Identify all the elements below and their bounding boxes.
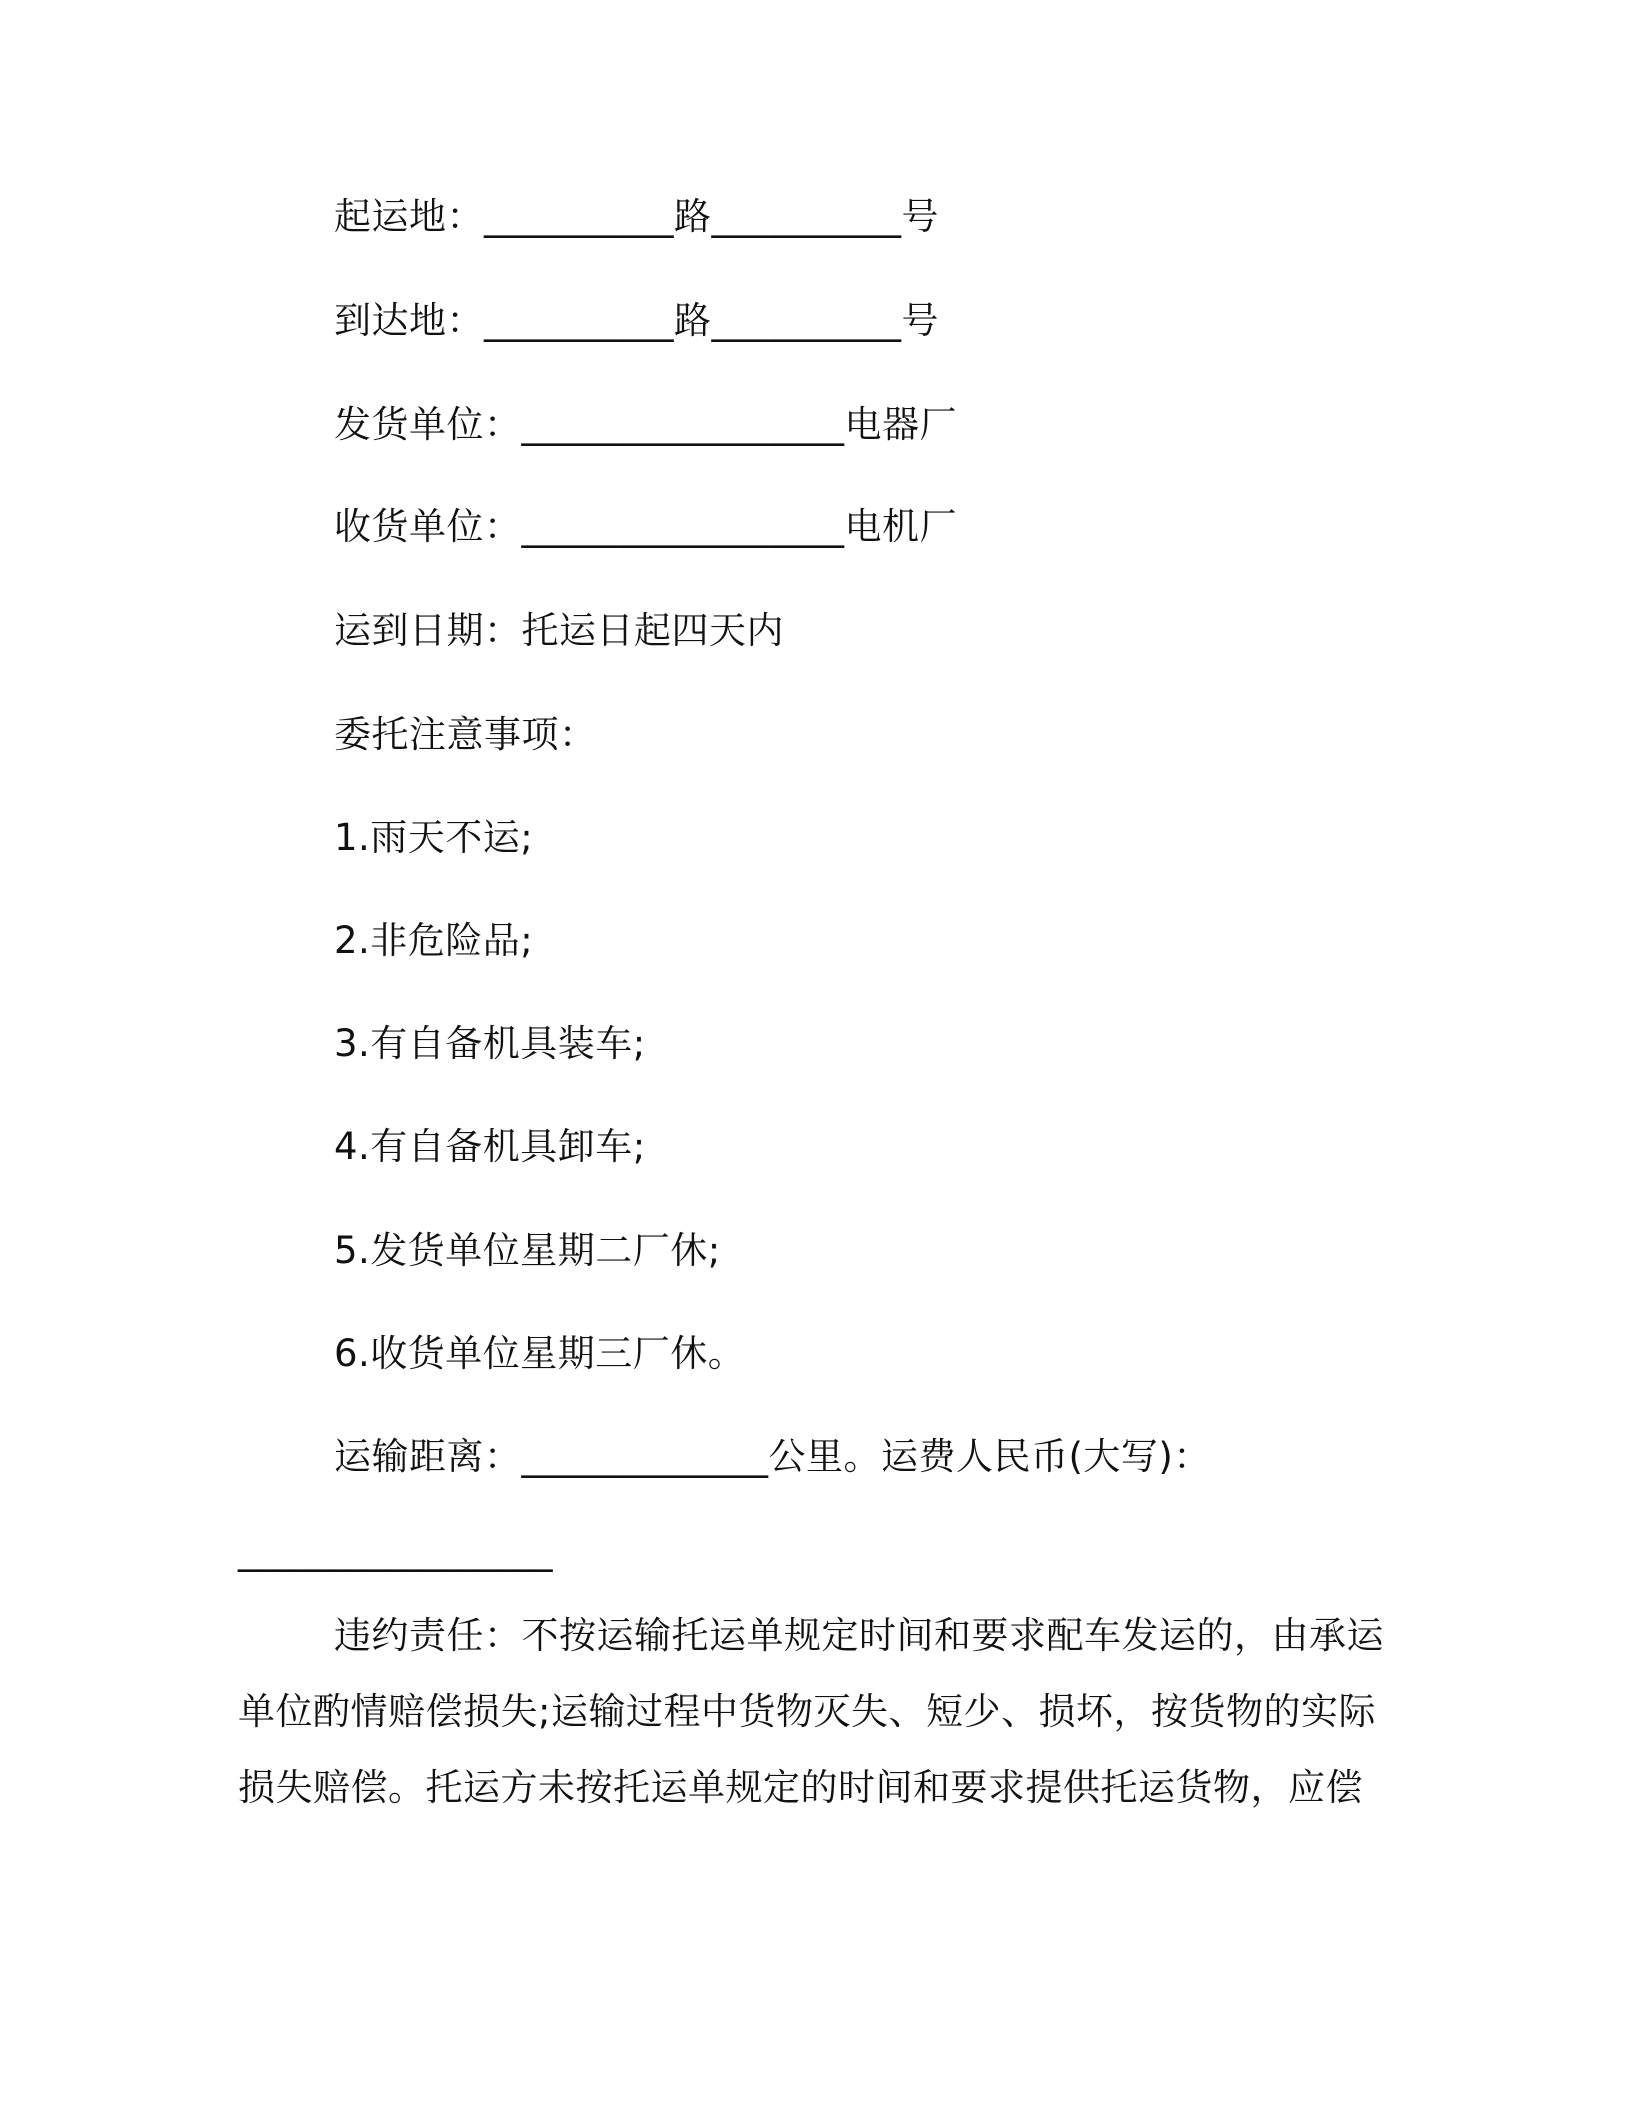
notes-heading: 委托注意事项： [334,713,597,756]
liability-paragraph [238,1598,1394,1826]
distance-fee-line: 运输距离：_____________公里。运费人民币(大写)： [334,1435,1211,1478]
note-item-2: 2.非危险品; [334,919,534,962]
origin-line: 起运地：__________路__________号 [334,195,939,238]
consignee-line: 收货单位：_________________电机厂 [334,505,957,548]
arrival-date-line: 运到日期：托运日起四天内 [334,609,784,652]
note-item-1: 1.雨天不运; [334,816,534,859]
fee-blank-line: _________________ [238,1529,553,1572]
shipper-line: 发货单位：_________________电器厂 [334,403,957,446]
note-item-4: 4.有自备机具卸车; [334,1125,646,1168]
destination-line: 到达地：__________路__________号 [334,299,939,342]
liability-text: 违约责任：不按运输托运单规定时间和要求配车发运的，由承运单位酌情赔偿损失;运输过程中货物灭失、短少、损坏，按货物的实际损失赔偿。托运方未按托运单规定的时间和要求提供托运货物，应偿 [238,1614,1384,1809]
note-item-3: 3.有自备机具装车; [334,1022,646,1065]
note-item-5: 5.发货单位星期二厂休; [334,1229,721,1272]
note-item-6: 6.收货单位星期三厂休。 [334,1332,746,1375]
